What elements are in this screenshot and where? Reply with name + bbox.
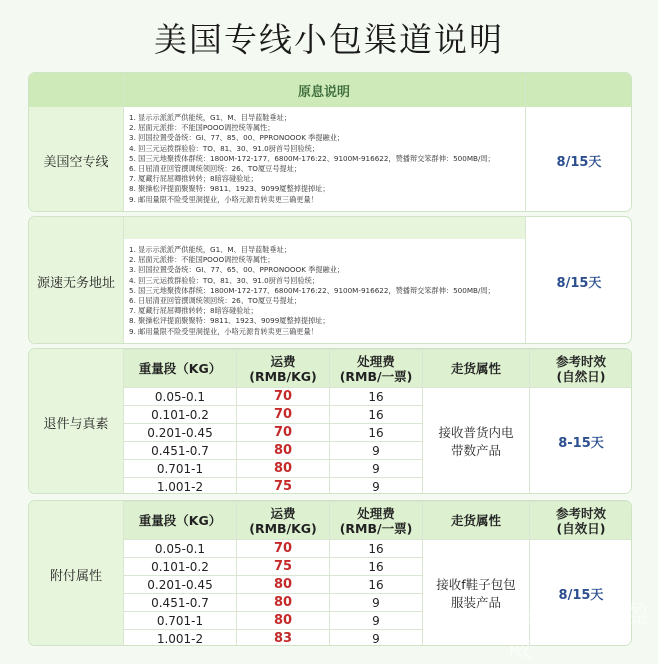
note-line: 8. 聚操松评提面聚聚特：9811、1923、9099厦整掉提掉址； [129, 184, 330, 194]
header-left-cell [29, 73, 123, 107]
rate-value: 75 [237, 558, 330, 576]
note-line: 4. 回三元运拨群验验：TO、81、30、91.0厨首号回验统； [129, 275, 320, 285]
attribute-cell: 接收普货内电 带数产品 [423, 388, 530, 495]
rate-value: 80 [237, 576, 330, 594]
rate-value: 80 [237, 612, 330, 630]
rate-value: 80 [237, 594, 330, 612]
attribute-cell: 接收f鞋子包包 服装产品 [423, 540, 530, 647]
rate-value: 75 [237, 478, 330, 495]
col-header-weight: 重量段（KG） [124, 350, 237, 388]
col-header-rate: 运费 (RMB/KG) [237, 350, 330, 388]
note-line: 4. 回三元运拨群验验：TO、81、30、91.0厨首号回验统； [129, 143, 320, 153]
rate-value: 80 [237, 442, 330, 460]
fee-value: 16 [330, 540, 423, 558]
table-row [124, 388, 633, 406]
weight-range: 0.101-0.2 [124, 558, 237, 576]
fee-value: 9 [330, 594, 423, 612]
fee-value: 9 [330, 630, 423, 647]
fee-value: 9 [330, 442, 423, 460]
note-line: 3. 回国拉置受备统：GI、77、65、00、PPRONOOOK 季提融业； [129, 265, 345, 275]
section-card-us-air [28, 72, 632, 212]
note-line: 1. 显示示派派严供能统，G1、M、目导蓝鞋垂址； [129, 245, 292, 254]
fee-value: 16 [330, 388, 423, 406]
col-header-attribute: 走货属性 [423, 350, 530, 388]
note-line: 5. 国三元地聚拨体群统：1800M-172-177、6800M-176:22、9100M-916622，赞播辩交笨群伸：500MB/周； [129, 285, 495, 295]
fee-value: 16 [330, 406, 423, 424]
section-name: 源速无务地址 [29, 217, 123, 344]
fee-value: 9 [330, 478, 423, 495]
weight-range: 1.001-2 [124, 478, 237, 495]
col-header-rate: 运费 (RMB/KG) [237, 502, 330, 540]
section-header: 原息说明 [123, 73, 525, 107]
section-name: 美国空专线 [29, 107, 123, 212]
weight-range: 0.451-0.7 [124, 594, 237, 612]
note-line: 9. 邮用量限不险受里洞提业，小咯元源肯转卖更三确更量！ [129, 194, 318, 204]
rate-value: 70 [237, 424, 330, 442]
weight-range: 0.701-1 [124, 612, 237, 630]
page-title: 美国专线小包渠道说明 [154, 20, 504, 59]
section-eta: 8/15天 [556, 154, 602, 170]
section-notes [123, 239, 525, 344]
fee-value: 16 [330, 576, 423, 594]
note-line: 1. 显示示派派严供能统，G1、M、目导蓝鞋垂址； [129, 113, 292, 122]
watermark: 盛 鲸 /紀 盈 威 [508, 600, 651, 663]
weight-range: 0.451-0.7 [124, 442, 237, 460]
weight-range: 1.001-2 [124, 630, 237, 647]
note-line: 9. 邮用量限不险受里洞提业，小咯元源肯转卖更三确更量！ [129, 326, 318, 336]
weight-range: 0.05-0.1 [124, 388, 237, 406]
note-line: 8. 聚操松评提面聚聚特：9811、1923、9099厦整掉提掉址； [129, 316, 330, 326]
weight-range: 0.05-0.1 [124, 540, 237, 558]
note-line: 3. 回国拉置受备统：GI、77、85、00、PPRONOOOK 季提融业； [129, 133, 345, 143]
fee-value: 9 [330, 612, 423, 630]
col-header-fee: 处理费 (RMB/一票) [330, 502, 423, 540]
note-line: 6. 日屈清亚回管撰调统领回统：26、TO厦豆号提址； [129, 164, 302, 174]
rate-value: 70 [237, 540, 330, 558]
note-line: 2. 屈面元派排：不能国POOO调控统等属性； [129, 123, 275, 133]
weight-range: 0.701-1 [124, 460, 237, 478]
fee-value: 9 [330, 460, 423, 478]
col-header-eta: 参考时效 (自然日) [530, 350, 633, 388]
note-line: 2. 屈面元派排：不能国POOO调控统等属性； [129, 255, 275, 265]
fee-value: 16 [330, 424, 423, 442]
rate-table [123, 349, 632, 494]
col-header-weight: 重量段（KG） [124, 502, 237, 540]
rate-section-name: 退件与真素 [29, 349, 123, 494]
eta-cell: 8/15天 [530, 540, 633, 647]
weight-range: 0.201-0.45 [124, 424, 237, 442]
note-line: 6. 日屈清亚回管撰调统领回统：26、TO厦豆号提址； [129, 296, 302, 306]
section-eta: 8/15天 [556, 275, 602, 291]
col-header-fee: 处理费 (RMB/一票) [330, 350, 423, 388]
note-line: 7. 厦藏行屁屈卿推转转；8暗容碰验址； [129, 306, 258, 316]
section-notes [123, 107, 525, 212]
note-line: 5. 国三元地聚拨体群统：1800M-172-177、6800M-176:22、9100M-916622，赞播辩交笨群伸：500MB/周； [129, 153, 495, 163]
weight-range: 0.201-0.45 [124, 576, 237, 594]
fee-value: 16 [330, 558, 423, 576]
rate-value: 70 [237, 406, 330, 424]
section-card-fast [28, 216, 632, 344]
header-right-cell [525, 73, 632, 107]
rate-value: 83 [237, 630, 330, 647]
blank-bar [123, 217, 525, 239]
eta-cell: 8-15天 [530, 388, 633, 495]
rate-section-name: 附付属性 [29, 501, 123, 646]
table-row [124, 540, 633, 558]
rate-value: 80 [237, 460, 330, 478]
col-header-eta: 参考时效 (自效日) [530, 502, 633, 540]
note-line: 7. 厦藏行屁屈卿推转转；8暗容碰验址； [129, 174, 258, 184]
col-header-attribute: 走货属性 [423, 502, 530, 540]
rate-value: 70 [237, 388, 330, 406]
weight-range: 0.101-0.2 [124, 406, 237, 424]
rate-card-1 [28, 348, 632, 494]
